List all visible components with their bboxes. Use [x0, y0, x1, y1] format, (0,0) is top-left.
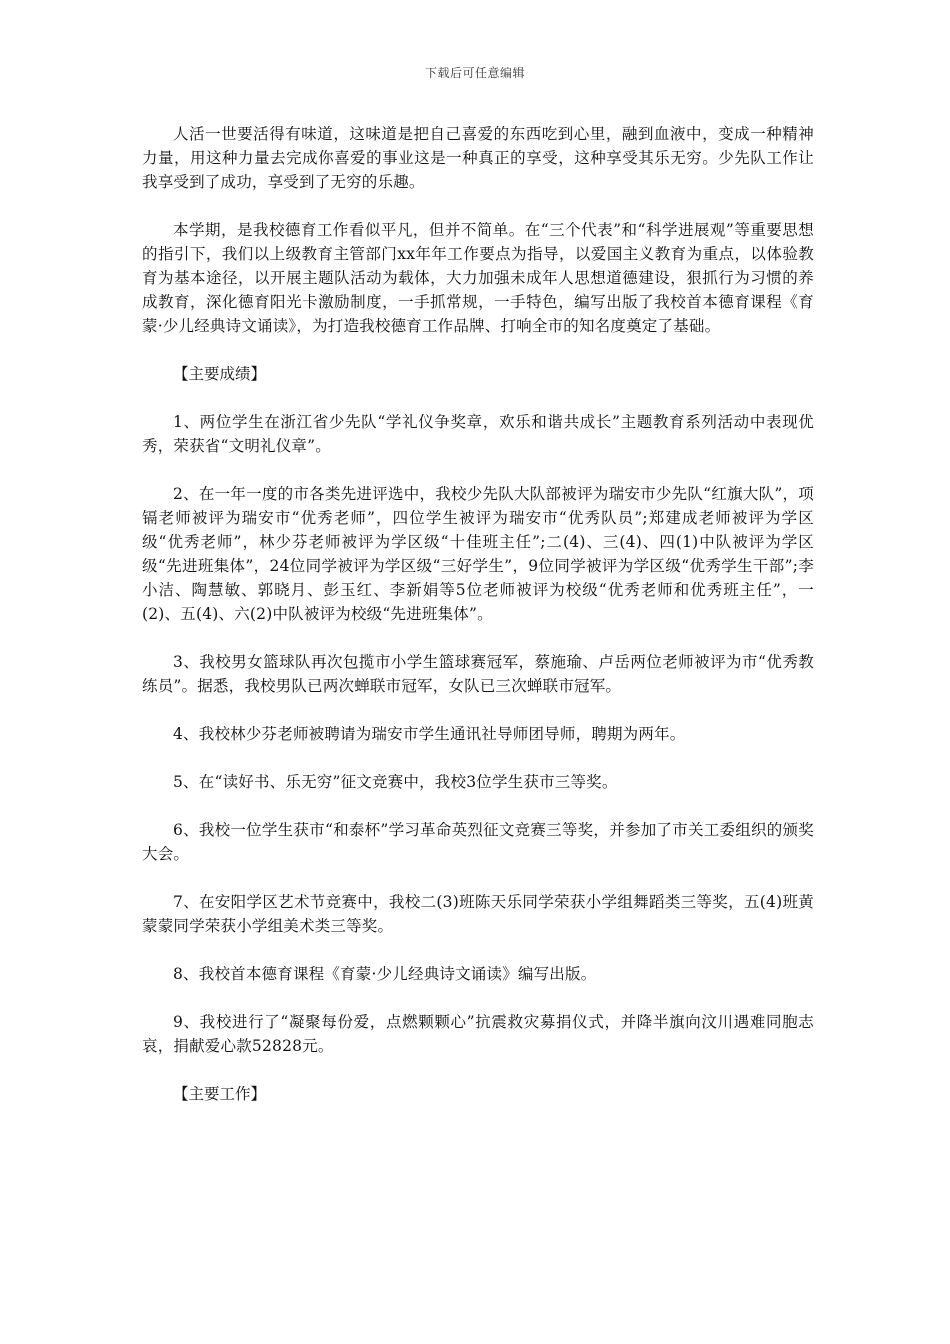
achievement-item: 3、我校男女篮球队再次包揽市小学生篮球赛冠军，蔡施瑜、卢岳两位老师被评为市“优秀教练员”。据悉，我校男队已两次蝉联市冠军，女队已三次蝉联市冠军。 — [142, 653, 814, 695]
achievement-item: 1、两位学生在浙江省少先队“学礼仪争奖章，欢乐和谐共成长”主题教育系列活动中表现优秀，荣获省“文明礼仪章”。 — [142, 413, 814, 455]
achievement-item: 8、我校首本德育课程《育蒙·少儿经典诗文诵读》编写出版。 — [173, 965, 597, 983]
achievement-item: 2、在一年一度的市各类先进评选中，我校少先队大队部被评为瑞安市少先队“红旗大队”，项镉老师被评为瑞安市“优秀老师”，四位学生被评为瑞安市“优秀队员”;郑建成老师被评为学区级“优秀老师”，林少芬老师被评为学区级“十佳班主任”;二(4)、三(4)、四(1)中队被评为学区级“先进班集体”，24位同学被评为学区级“三好学生”，9位同学被评为学区级“优秀学生干部”;李小洁、陶慧敏、郭晓月、彭玉红、李新娟等5位老师被评为校级“优秀老师和优秀班主任”，一(2)、五(4)、六(2)中队被评为校级“先进班集体”。 — [142, 485, 814, 623]
achievement-item: 9、我校进行了“凝聚每份爱，点燃颗颗心”抗震救灾募捐仪式，并降半旗向汶川遇难同胞志哀，捐献爱心款52828元。 — [142, 1013, 814, 1055]
intro-paragraph: 人活一世要活得有味道，这味道是把自己喜爱的东西吃到心里，融到血液中，变成一种精神力量，用这种力量去完成你喜爱的事业这是一种真正的享受，这种享受其乐无穷。少先队工作让我享受到了成功，享受到了无穷的乐趣。 — [142, 125, 814, 191]
achievement-item: 5、在“读好书、乐无穷”征文竞赛中，我校3位学生获市三等奖。 — [173, 773, 618, 791]
section-heading-main-work: 【主要工作】 — [173, 1085, 267, 1103]
intro-paragraph: 本学期，是我校德育工作看似平凡，但并不简单。在“三个代表”和“科学进展观”等重要思想的指引下，我们以上级教育主管部门xx年年工作要点为指导，以爱国主义教育为重点，以体验教育为基本途径，以开展主题队活动为载体，大力加强未成年人思想道德建设，狠抓行为习惯的养成教育，深化德育阳光卡激励制度，一手抓常规，一手特色，编写出版了我校首本德育课程《育蒙·少儿经典诗文诵读》，为打造我校德育工作品牌、打响全市的知名度奠定了基础。 — [142, 221, 814, 335]
achievement-item: 6、我校一位学生获市“和泰杯”学习革命英烈征文竞赛三等奖，并参加了市关工委组织的颁奖大会。 — [142, 821, 814, 863]
document-body — [142, 122, 814, 1130]
achievement-item: 4、我校林少芬老师被聘请为瑞安市学生通讯社导师团导师，聘期为两年。 — [173, 725, 686, 743]
achievement-item: 7、在安阳学区艺术节竞赛中，我校二(3)班陈天乐同学荣获小学组舞蹈类三等奖，五(4)班黄蒙蒙同学荣获小学组美术类三等奖。 — [142, 893, 814, 935]
section-heading-achievements: 【主要成绩】 — [173, 365, 267, 383]
page-header-note: 下载后可任意编辑 — [424, 66, 525, 80]
